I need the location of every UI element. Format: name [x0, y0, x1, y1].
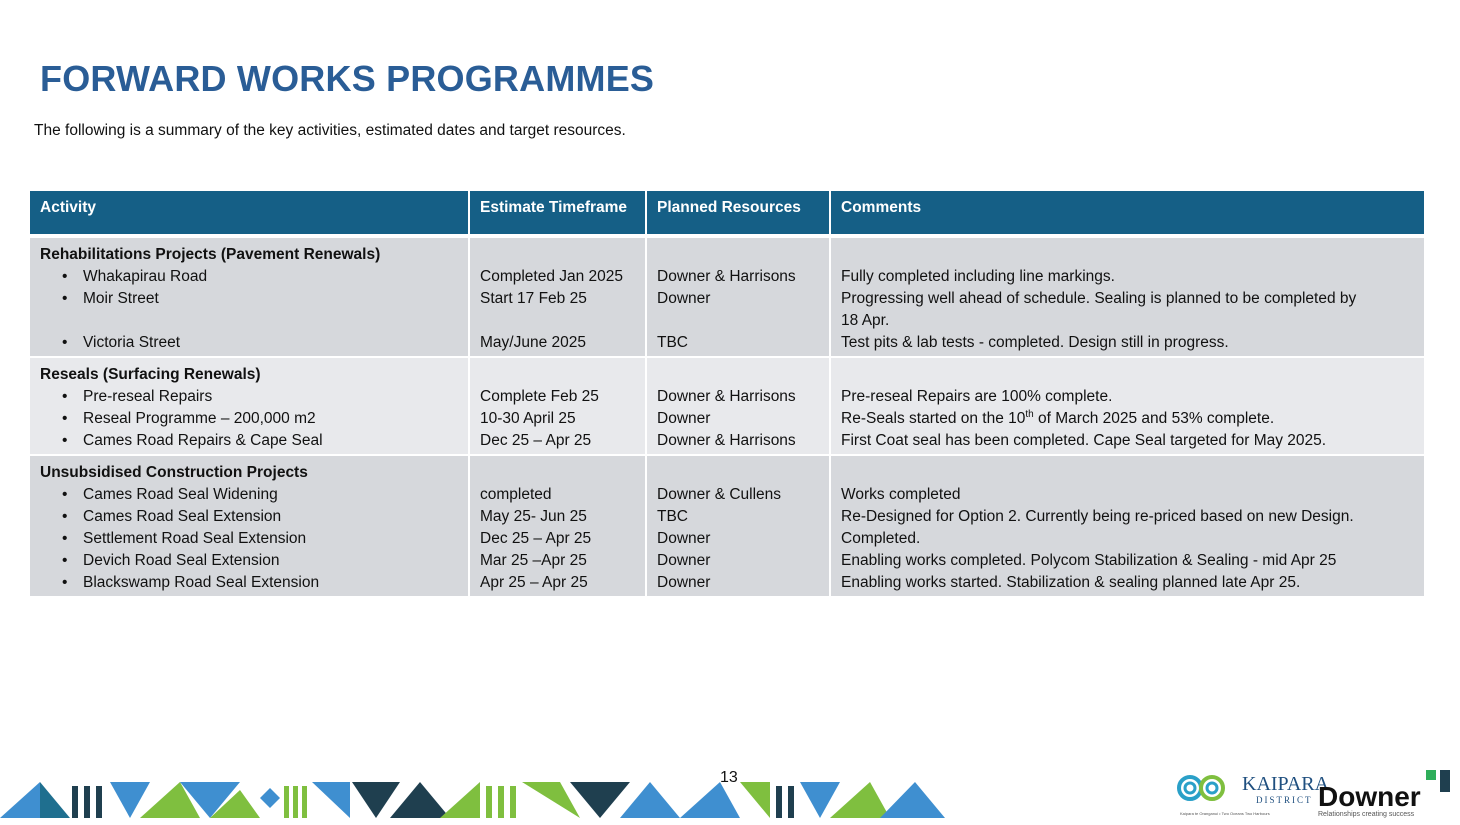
bullet-icon: • [62, 552, 68, 569]
comment-value: Re-Designed for Option 2. Currently being re-priced based on new Design. [841, 508, 1354, 525]
group-title: Rehabilitations Projects (Pavement Renewals) [40, 246, 381, 263]
timeframe-value: 10-30 April 25 [480, 410, 576, 427]
comment-value: Re-Seals started on the 10th of March 2025 and 53% complete. [841, 408, 1275, 427]
resources-value: Downer [657, 530, 711, 547]
timeframe-value: Apr 25 – Apr 25 [480, 574, 588, 591]
page-subtitle: The following is a summary of the key activities, estimated dates and target resources. [34, 122, 626, 139]
activity-item: • Reseal Programme – 200,000 m2 [40, 408, 458, 430]
timeframe-value: Mar 25 –Apr 25 [480, 552, 587, 569]
downer-mark-icon [1426, 770, 1436, 780]
page-title: FORWARD WORKS PROGRAMMES [40, 58, 655, 99]
comment-value-continued: 18 Apr. [841, 312, 890, 329]
downer-logo [1316, 768, 1456, 825]
bullet-icon: • [62, 432, 68, 449]
resources-cell [646, 236, 830, 357]
bullet-icon: • [62, 410, 68, 427]
page-number: 13 [720, 769, 738, 786]
activity-item: • Pre-reseal Repairs [40, 386, 458, 408]
activity-item: • Whakapirau Road [40, 266, 458, 288]
resources-value: Downer & Harrisons [657, 432, 796, 449]
kaipara-tagline: Kaipara te Oranganui • Two Oceans Two Harbours [1180, 811, 1270, 816]
resources-cell [646, 455, 830, 597]
resources-value: TBC [657, 508, 688, 525]
timeframe-cell [469, 236, 646, 357]
bullet-icon: • [62, 290, 68, 307]
activity-item: • Settlement Road Seal Extension [40, 528, 458, 550]
group-title: Reseals (Surfacing Renewals) [40, 366, 261, 383]
comment-value: Enabling works completed. Polycom Stabilization & Sealing - mid Apr 25 [841, 552, 1337, 569]
timeframe-value: May/June 2025 [480, 334, 586, 351]
timeframe-value: Dec 25 – Apr 25 [480, 432, 592, 449]
activity-item: • Blackswamp Road Seal Extension [40, 572, 458, 594]
comments-cell [830, 357, 1424, 455]
resources-value: Downer [657, 290, 711, 307]
resources-value: Downer [657, 574, 711, 591]
bullet-icon: • [62, 486, 68, 503]
resources-value: Downer & Harrisons [657, 388, 796, 405]
timeframe-cell [469, 357, 646, 455]
activity-item: • Devich Road Seal Extension [40, 550, 458, 572]
comment-value: Enabling works started. Stabilization & sealing planned late Apr 25. [841, 574, 1301, 591]
comment-value: Pre-reseal Repairs are 100% complete. [841, 388, 1113, 405]
timeframe-value: Start 17 Feb 25 [480, 290, 587, 307]
activity-item: • Victoria Street [40, 332, 458, 354]
timeframe-cell [469, 455, 646, 597]
resources-value: Downer & Harrisons [657, 268, 796, 285]
bullet-icon: • [62, 530, 68, 547]
comments-cell [830, 236, 1424, 357]
column-header-comments: Comments [830, 191, 1424, 236]
activity-item: • Moir Street [40, 288, 458, 310]
resources-value: TBC [657, 334, 688, 351]
resources-cell [646, 357, 830, 455]
downer-wordmark: Downer [1318, 781, 1421, 812]
column-header-timeframe: Estimate Timeframe [469, 191, 646, 236]
table-row-group-reseals [30, 357, 1424, 455]
group-title: Unsubsidised Construction Projects [40, 464, 308, 481]
activity-cell [30, 357, 469, 455]
table-row-group-rehabilitations [30, 236, 1424, 357]
activity-item: • Cames Road Seal Extension [40, 506, 458, 528]
kaipara-district-logo [1176, 768, 1330, 823]
resources-value: Downer [657, 410, 711, 427]
resources-value: Downer [657, 552, 711, 569]
comment-value: Progressing well ahead of schedule. Sealing is planned to be completed by [841, 290, 1357, 307]
comment-value: Fully completed including line markings. [841, 268, 1115, 285]
bullet-icon: • [62, 574, 68, 591]
kaipara-wordmark: KAIPARA [1242, 773, 1330, 795]
timeframe-value: Completed Jan 2025 [480, 268, 624, 285]
bullet-icon: • [62, 508, 68, 525]
kaipara-district-word: DISTRICT [1256, 795, 1313, 805]
activity-item: • Cames Road Seal Widening [40, 484, 458, 506]
activity-item: • Cames Road Repairs & Cape Seal [40, 430, 458, 452]
table-row-group-unsubsidised [30, 455, 1424, 597]
timeframe-value: Complete Feb 25 [480, 388, 599, 405]
resources-value: Downer & Cullens [657, 486, 782, 503]
comment-value: Works completed [841, 486, 961, 503]
forward-works-table [30, 191, 1424, 598]
comments-cell [830, 455, 1424, 597]
timeframe-value: May 25- Jun 25 [480, 508, 587, 525]
bullet-icon: • [62, 388, 68, 405]
column-header-activity: Activity [30, 191, 469, 236]
activity-cell [30, 455, 469, 597]
table-header-row [30, 191, 1424, 236]
column-header-resources: Planned Resources [646, 191, 830, 236]
comment-value: First Coat seal has been completed. Cape Seal targeted for May 2025. [841, 432, 1327, 449]
bullet-icon: • [62, 334, 68, 351]
footer-pattern-graphic [0, 780, 950, 820]
activity-cell [30, 236, 469, 357]
downer-tagline: Relationships creating success [1318, 811, 1415, 818]
comment-value: Test pits & lab tests - completed. Design still in progress. [841, 334, 1229, 351]
comment-value: Completed. [841, 530, 921, 547]
timeframe-value: completed [480, 486, 552, 503]
bullet-icon: • [62, 268, 68, 285]
timeframe-value: Dec 25 – Apr 25 [480, 530, 592, 547]
kaipara-swirl-icon [1179, 777, 1223, 799]
